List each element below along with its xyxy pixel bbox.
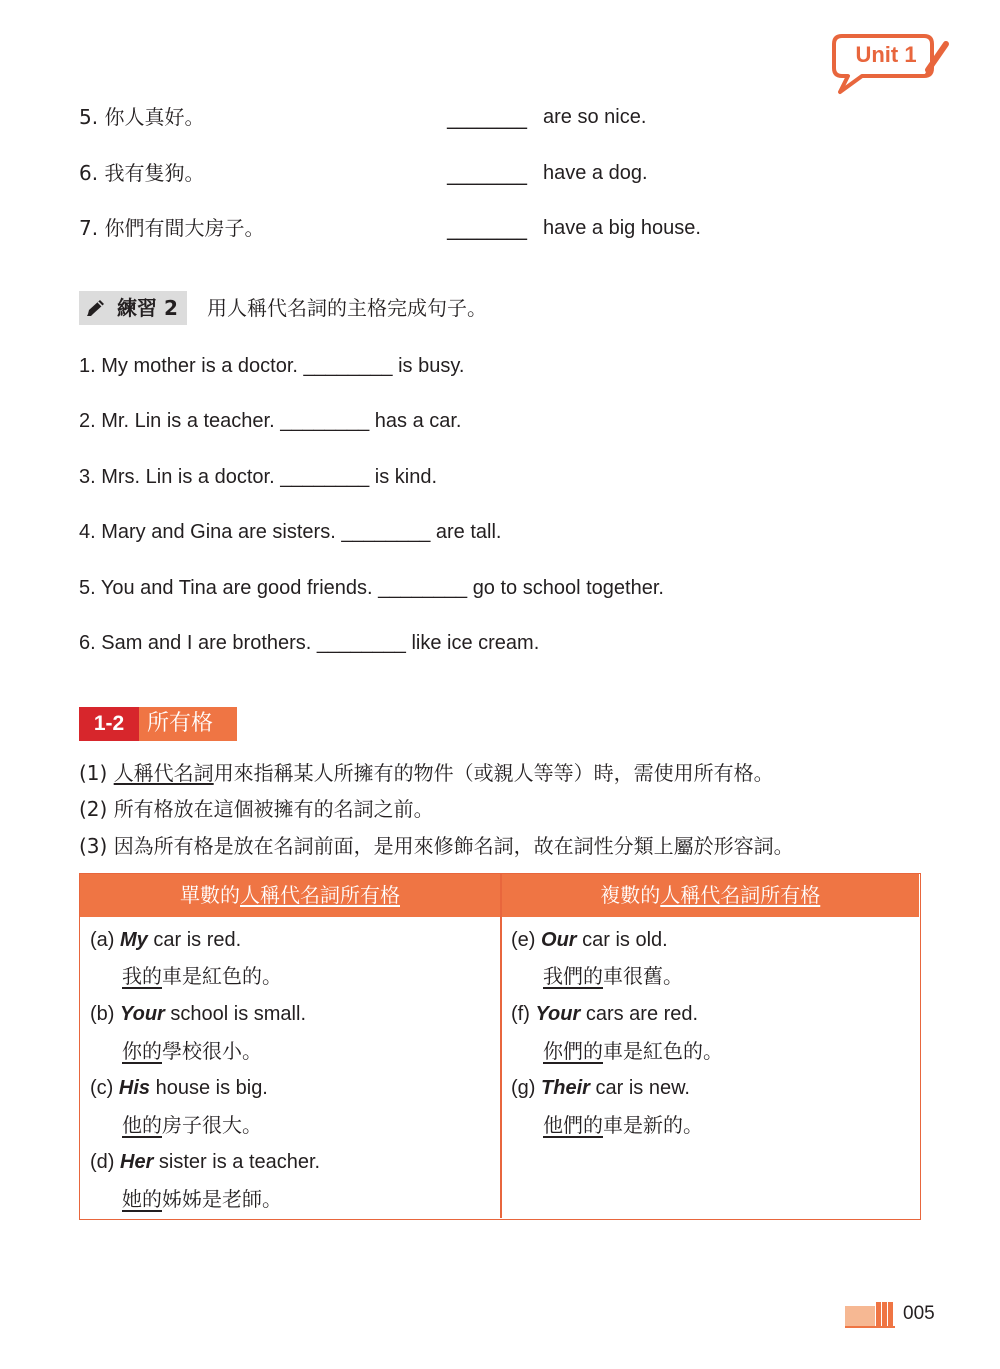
books-icon [845,1300,897,1328]
example-rest: car is red. [147,929,242,951]
column-divider [500,874,502,1218]
section-title: 所有格 [139,707,237,741]
exercise2-item [79,350,464,382]
translation-underlined: 我們的 [543,964,603,988]
exercise2-item-blank: ________ [280,466,370,488]
note-text: 因為所有格是放在名詞前面，是用來修飾名詞，故在詞性分類上屬於形容詞。 [113,834,794,858]
page-number: 005 [903,1303,935,1324]
example-label: (g) [511,1077,536,1099]
example-label: (b) [90,1003,115,1025]
example-rest: car is new. [589,1077,690,1099]
table-header-plural [502,874,920,917]
exercise2-item-before: 5. You and Tina are good friends. [79,577,373,599]
exercise2-tag [79,291,187,325]
translation-rest: 車是新的。 [603,1113,703,1137]
exercise1-blank: ________ [447,161,527,185]
example-translation [122,1183,282,1215]
example-sentence [511,998,698,1030]
table-header-singular [80,874,500,917]
example-rest: car is old. [576,929,668,951]
translation-rest: 車是紅色的。 [603,1039,723,1063]
exercise2-header [79,291,939,325]
example-translation [122,1035,262,1067]
exercise2-item-before: 3. Mrs. Lin is a doctor. [79,466,275,488]
example-pronoun: Your [535,1003,581,1025]
example-translation [543,960,683,992]
exercise2-item [79,516,501,548]
translation-rest: 車是紅色的。 [162,964,282,988]
exercise2-item-after: has a car. [374,410,462,432]
translation-underlined: 我的 [122,964,162,988]
exercise1-blank: ________ [447,105,527,129]
example-sentence [90,924,241,956]
exercise2-instruction: 用人稱代名詞的主格完成句子。 [207,296,487,320]
exercise2-item-after: is kind. [374,466,437,488]
exercise2-item-before: 6. Sam and I are brothers. [79,632,312,654]
example-translation [543,1035,723,1067]
exercise2-item-after: are tall. [435,521,502,543]
possessive-table [79,873,921,1220]
exercise1-row [79,212,959,244]
exercise2-item [79,627,539,659]
exercise2-item-blank: ________ [303,355,393,377]
exercise1-english: have a big house. [543,217,701,239]
exercise2-item [79,461,437,493]
header-prefix: 複數的 [600,883,661,907]
example-pronoun: His [118,1077,151,1099]
section-note [79,757,774,789]
translation-underlined: 他們的 [543,1113,603,1137]
example-sentence [511,924,668,956]
example-label: (c) [90,1077,114,1099]
exercise2-item-blank: ________ [341,521,431,543]
example-pronoun: Your [120,1003,165,1025]
example-sentence [90,1146,320,1178]
example-label: (a) [90,929,115,951]
exercise1-row [79,101,959,133]
exercise1-row [79,157,959,189]
note-underlined-term: 人稱代名詞 [113,761,214,785]
translation-underlined: 你們的 [543,1039,603,1063]
note-prefix: (1) [79,761,114,785]
unit-label: Unit 1 [855,42,917,67]
section-note [79,793,434,825]
note-text: 所有格放在這個被擁有的名詞之前。 [113,797,434,821]
exercise2-item-after: is busy. [398,355,465,377]
translation-rest: 學校很小。 [162,1039,262,1063]
exercise2-item-blank: ________ [378,577,468,599]
example-sentence [90,1072,268,1104]
note-prefix: (2) [79,797,114,821]
exercise1-chinese: 7. 你們有間大房子。 [79,216,265,240]
example-rest: school is small. [164,1003,306,1025]
exercise2-item-before: 1. My mother is a doctor. [79,355,298,377]
example-label: (f) [511,1003,530,1025]
header-prefix: 單數的 [180,883,240,907]
example-translation [122,1109,262,1141]
exercise2-item [79,572,664,604]
header-underlined: 人稱代名詞所有格 [240,883,400,907]
example-sentence [511,1072,690,1104]
exercise1-blank: ________ [447,216,527,240]
example-translation [543,1109,703,1141]
example-pronoun: My [120,929,148,951]
example-translation [122,960,282,992]
exercise1-english: are so nice. [543,106,647,128]
example-pronoun: Our [541,929,577,951]
translation-rest: 房子很大。 [162,1113,262,1137]
example-label: (d) [90,1151,115,1173]
header-underlined: 人稱代名詞所有格 [660,883,821,907]
translation-underlined: 她的 [122,1187,162,1211]
example-rest: cars are red. [580,1003,699,1025]
translation-rest: 姊姊是老師。 [162,1187,282,1211]
exercise2-item-blank: ________ [316,632,406,654]
exercise1-english: have a dog. [543,162,648,184]
section-number: 1-2 [79,707,139,741]
exercise2-tag-label: 練習 2 [117,296,178,320]
exercise2-item-before: 2. Mr. Lin is a teacher. [79,410,275,432]
example-rest: sister is a teacher. [153,1151,321,1173]
exercise2-item-after: like ice cream. [411,632,540,654]
note-prefix: (3) [79,834,114,858]
example-pronoun: Her [120,1151,154,1173]
example-label: (e) [511,929,536,951]
translation-underlined: 他的 [122,1113,162,1137]
exercise2-item-before: 4. Mary and Gina are sisters. [79,521,336,543]
exercise1-chinese: 5. 你人真好。 [79,105,205,129]
translation-rest: 車很舊。 [603,964,683,988]
note-text: 用來指稱某人所擁有的物件（或親人等等）時，需使用所有格。 [213,761,774,785]
exercise2-item [79,405,461,437]
example-rest: house is big. [150,1077,268,1099]
section-note [79,830,794,862]
example-pronoun: Their [541,1077,590,1099]
pencil-icon [85,298,109,318]
example-sentence [90,998,306,1030]
translation-underlined: 你的 [122,1039,162,1063]
exercise2-item-blank: ________ [280,410,370,432]
exercise2-item-after: go to school together. [472,577,664,599]
exercise1-chinese: 6. 我有隻狗。 [79,161,205,185]
